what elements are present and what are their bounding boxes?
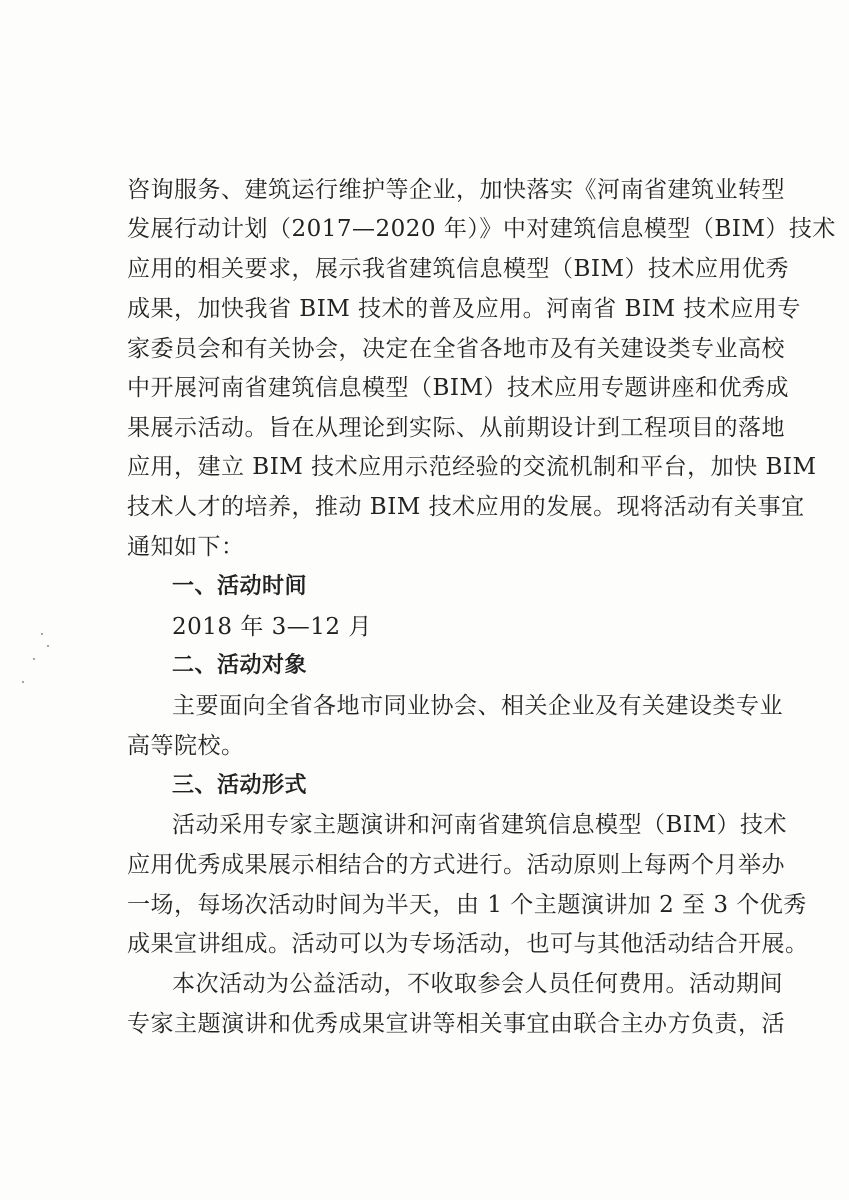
paragraph-line: 咨询服务、建筑运行维护等企业，加快落实《河南省建筑业转型 (127, 177, 785, 203)
paragraph-line: 活动采用专家主题演讲和河南省建筑信息模型（BIM）技术 (172, 812, 788, 838)
paragraph-line: 主要面向全省各地市同业协会、相关企业及有关建设类专业 (172, 693, 783, 719)
scan-speck (47, 645, 49, 647)
paragraph-line: 应用的相关要求，展示我省建筑信息模型（BIM）技术应用优秀 (127, 256, 790, 282)
paragraph-line: 中开展河南省建筑信息模型（BIM）技术应用专题讲座和优秀成 (127, 375, 790, 401)
paragraph-line: 成果，加快我省 BIM 技术的普及应用。河南省 BIM 技术应用专 (127, 296, 801, 322)
paragraph-line: 技术人才的培养，推动 BIM 技术应用的发展。现将活动有关事宜 (127, 494, 805, 520)
paragraph-line: 果展示活动。旨在从理论到实际、从前期设计到工程项目的落地 (127, 415, 785, 441)
scan-speck (22, 681, 24, 683)
paragraph-line: 应用优秀成果展示相结合的方式进行。活动原则上每两个月举办 (127, 852, 785, 878)
paragraph-line: 专家主题演讲和优秀成果宣讲等相关事宜由联合主办方负责，活 (127, 1011, 785, 1037)
paragraph-line: 成果宣讲组成。活动可以为专场活动，也可与其他活动结合开展。 (127, 931, 809, 957)
paragraph-line: 应用，建立 BIM 技术应用示范经验的交流机制和平台，加快 BIM (127, 454, 817, 480)
section-heading-format: 三、活动形式 (172, 773, 308, 798)
activity-time-value: 2018 年 3—12 月 (172, 614, 372, 640)
scan-speck (33, 658, 35, 660)
paragraph-line: 家委员会和有关协会，决定在全省各地市及有关建设类专业高校 (127, 336, 785, 362)
paragraph-line: 一场，每场次活动时间为半天，由 1 个主题演讲加 2 至 3 个优秀 (127, 892, 807, 918)
paragraph-line: 通知如下： (127, 534, 245, 560)
paragraph-line: 发展行动计划（2017—2020 年）》中对建筑信息模型（BIM）技术 (127, 216, 836, 242)
section-heading-audience: 二、活动对象 (172, 653, 308, 678)
section-heading-time: 一、活动时间 (172, 574, 308, 599)
paragraph-line: 本次活动为公益活动，不收取参会人员任何费用。活动期间 (172, 971, 783, 997)
scan-speck (41, 633, 43, 635)
paragraph-line: 高等院校。 (127, 733, 245, 759)
